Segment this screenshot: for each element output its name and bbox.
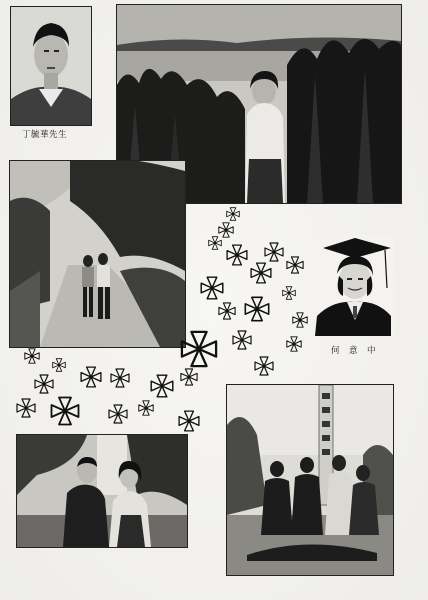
maltese-cross-icon <box>208 236 222 250</box>
maltese-cross-icon <box>138 400 154 416</box>
maltese-cross-icon <box>16 398 36 418</box>
maltese-cross-icon <box>178 410 200 432</box>
couple-seated-photo <box>16 434 188 548</box>
graduate-portrait-photo <box>313 236 393 336</box>
maltese-cross-icon <box>50 396 80 426</box>
portrait-man-photo <box>10 6 92 126</box>
maltese-cross-icon <box>200 276 224 300</box>
maltese-cross-icon <box>180 368 198 386</box>
maltese-cross-icon <box>282 286 296 300</box>
maltese-cross-icon <box>24 348 40 364</box>
maltese-cross-icon <box>218 302 236 320</box>
maltese-cross-icon <box>108 404 128 424</box>
group-near-sign-photo <box>226 384 394 576</box>
portrait-man-caption: 丁毓華先生 <box>22 130 68 140</box>
maltese-cross-icon <box>226 244 248 266</box>
maltese-cross-icon <box>110 368 130 388</box>
maltese-cross-icon <box>180 330 218 368</box>
maltese-cross-icon <box>286 336 302 352</box>
maltese-cross-icon <box>286 256 304 274</box>
graduate-caption: 何 意 中 <box>331 346 377 356</box>
maltese-cross-icon <box>254 356 274 376</box>
maltese-cross-icon <box>52 358 66 372</box>
maltese-cross-icon <box>264 242 284 262</box>
maltese-cross-icon <box>232 330 252 350</box>
maltese-cross-icon <box>244 296 270 322</box>
maltese-cross-icon <box>80 366 102 388</box>
maltese-cross-icon <box>34 374 54 394</box>
maltese-cross-icon <box>226 207 240 221</box>
two-women-on-path-photo <box>9 160 186 348</box>
maltese-cross-icon <box>150 374 174 398</box>
maltese-cross-icon <box>292 312 308 328</box>
maltese-cross-icon <box>250 262 272 284</box>
